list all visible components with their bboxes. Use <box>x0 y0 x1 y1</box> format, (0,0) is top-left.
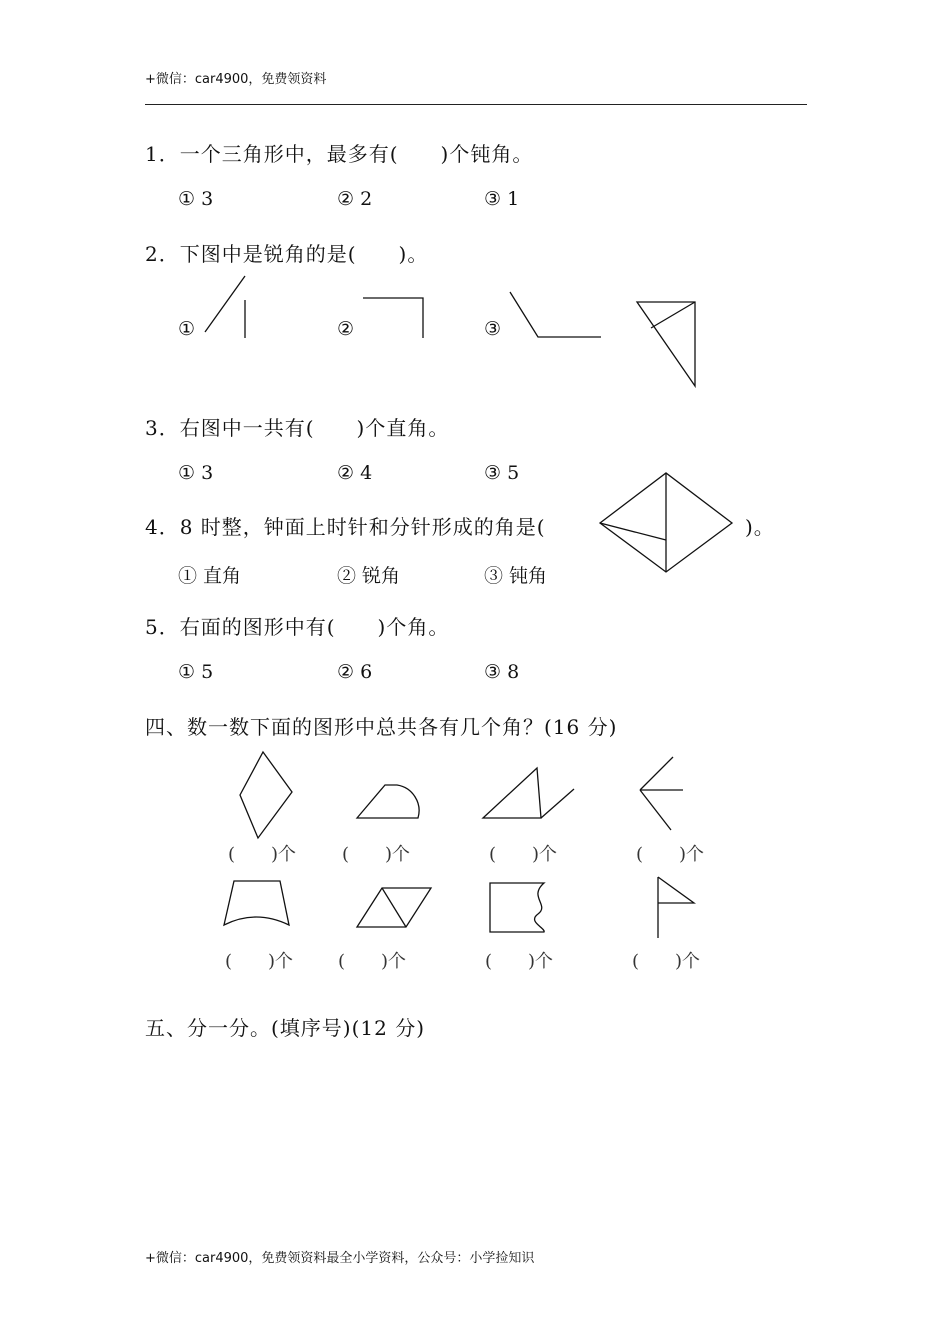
flag-shape <box>658 877 694 938</box>
count-answer-3: ( )个 <box>489 844 558 865</box>
q4-option-1: ① 直角 <box>178 565 242 587</box>
parallelogram-shape <box>357 888 431 927</box>
three-rays-shape <box>640 757 683 830</box>
count-answer-7: ( )个 <box>485 951 554 972</box>
q5-option-2: ② 6 <box>337 661 373 683</box>
q3-option-2: ② 4 <box>337 462 373 484</box>
question-4: 4．8 时整，钟面上时针和分针形成的角是( <box>145 515 546 539</box>
q2-option-2: ② <box>337 318 355 340</box>
q5-option-1: ① 5 <box>178 661 214 683</box>
count-answer-6: ( )个 <box>338 951 407 972</box>
rhombus-shape <box>240 752 292 838</box>
question-2: 2．下图中是锐角的是( )。 <box>145 242 429 266</box>
q2-option-1: ① <box>178 318 196 340</box>
q4-option-2: ② 锐角 <box>337 565 401 587</box>
q5-option-3: ③ 8 <box>484 661 520 683</box>
section-5-title: 五、分一分。(填序号)(12 分) <box>145 1016 426 1040</box>
q3-option-1: ① 3 <box>178 462 214 484</box>
count-answer-2: ( )个 <box>342 844 411 865</box>
q1-option-2: ② 2 <box>337 188 373 210</box>
section-4-title: 四、数一数下面的图形中总共各有几个角？(16 分) <box>145 715 618 739</box>
curved-trapezoid-shape <box>224 881 289 925</box>
q1-option-3: ③ 1 <box>484 188 520 210</box>
question-4-end: )。 <box>745 515 775 539</box>
q3-option-3: ③ 5 <box>484 462 520 484</box>
sector-shape <box>357 785 419 818</box>
count-answer-5: ( )个 <box>225 951 294 972</box>
header-note: +微信：car4900，免费领资料 <box>145 72 327 87</box>
question-3: 3．右图中一共有( )个直角。 <box>145 416 450 440</box>
count-answer-8: ( )个 <box>632 951 701 972</box>
q1-option-1: ① 3 <box>178 188 214 210</box>
question-1: 1．一个三角形中，最多有( )个钝角。 <box>145 142 534 166</box>
q2-option-3: ③ <box>484 318 502 340</box>
wavy-rectangle-shape <box>490 883 544 932</box>
question-5: 5．右面的图形中有( )个角。 <box>145 615 450 639</box>
count-answer-4: ( )个 <box>636 844 705 865</box>
triangle-with-ray-shape <box>483 768 574 818</box>
q4-option-3: ③ 钝角 <box>484 565 548 587</box>
count-answer-1: ( )个 <box>228 844 297 865</box>
footer-note: +微信：car4900，免费领资料最全小学资料，公众号：小学捡知识 <box>145 1251 535 1266</box>
